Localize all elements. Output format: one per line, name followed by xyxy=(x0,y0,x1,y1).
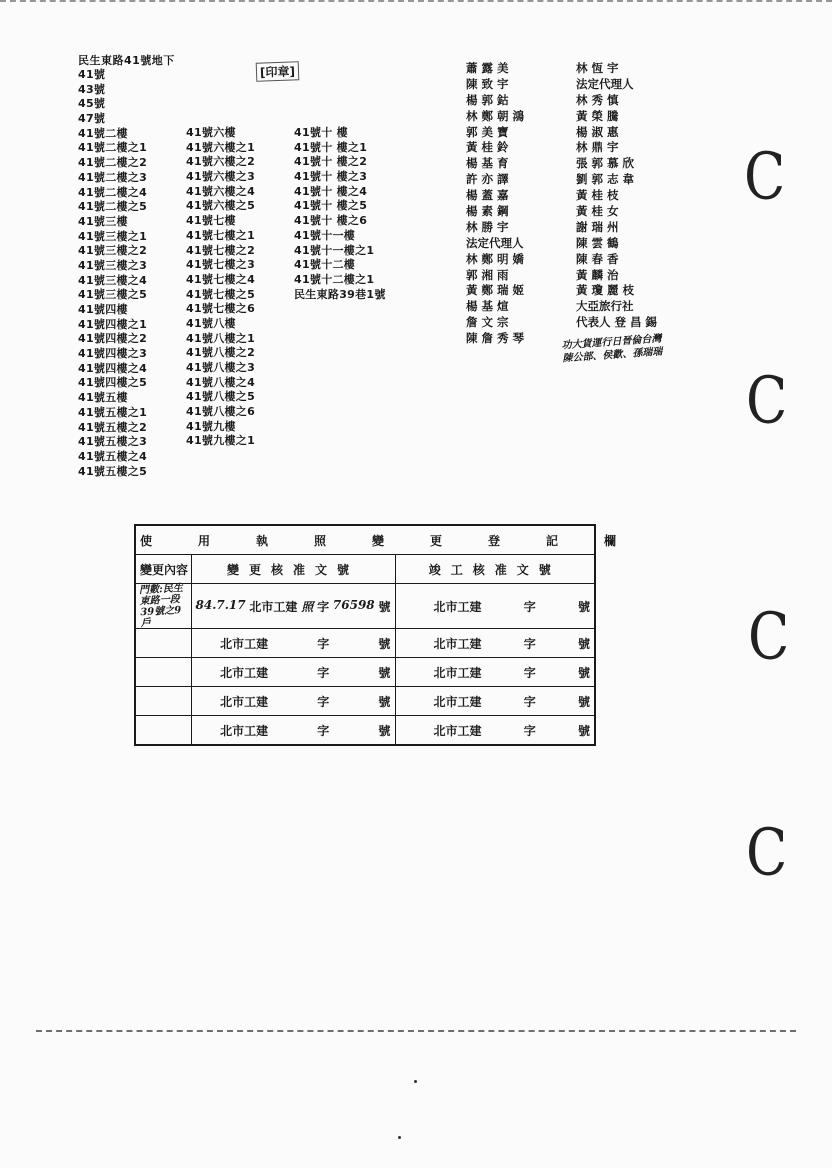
owner-name-left: 蕭 露 美 xyxy=(466,60,509,75)
approval-hao: 號 xyxy=(378,665,391,680)
owner-row xyxy=(466,282,678,298)
completion-zi: 字 xyxy=(523,694,536,709)
owner-row xyxy=(466,155,678,171)
scan-speck xyxy=(414,1080,417,1083)
change-content xyxy=(140,642,186,644)
binding-hole-mark: C xyxy=(744,138,786,215)
owner-row xyxy=(466,76,678,92)
owner-name-right: 楊 淑 惠 xyxy=(576,124,619,139)
owner-name-right: 陳 春 香 xyxy=(576,251,619,266)
approval-prefix: 北市工建 xyxy=(249,599,298,614)
change-content-cell xyxy=(135,658,191,687)
address-entry: 41號四樓之5 xyxy=(78,376,148,390)
owner-name-right: 黃 瓊 麗 枝 xyxy=(576,283,635,298)
address-entry: 41號十一樓 xyxy=(294,228,356,242)
owner-name-left: 許 亦 譯 xyxy=(466,172,509,187)
address-entry: 41號八樓之6 xyxy=(186,405,256,419)
address-entry: 41號六樓 xyxy=(186,126,236,139)
binding-hole-mark: C xyxy=(746,362,788,439)
approval-zi: 字 xyxy=(317,665,330,680)
change-content xyxy=(140,700,186,702)
approval-zi: 字 xyxy=(317,694,330,709)
owner-name-right: 林 秀 慎 xyxy=(576,92,619,107)
address-entry: 41號八樓之4 xyxy=(186,375,256,389)
address-entry: 41號十 樓 xyxy=(294,126,348,139)
approval-zi: 字 xyxy=(317,723,330,738)
owner-name-left: 林 鄭 朝 鴻 xyxy=(466,108,525,123)
owner-name-left: 楊 素 鋼 xyxy=(466,203,509,218)
address-entry: 41號四樓 xyxy=(78,303,128,316)
address-entry: 41號四樓之4 xyxy=(78,361,148,375)
table-row xyxy=(135,629,595,658)
address-entry: 41號六樓之2 xyxy=(186,155,256,169)
license-change-register-table xyxy=(134,524,663,746)
owner-name-right: 謝 瑞 州 xyxy=(576,219,619,234)
change-approval-cell xyxy=(191,629,395,658)
address-entry: 41號八樓之1 xyxy=(186,331,256,345)
owner-row xyxy=(466,298,678,314)
address-entry: 41號九樓之1 xyxy=(186,434,256,448)
owner-row xyxy=(466,235,678,251)
address-entry: 41號三樓之5 xyxy=(78,288,148,302)
stamp-line: 陳公部、侯歡、孫瑞瑞 xyxy=(562,346,663,365)
address-entry: 41號三樓之1 xyxy=(78,229,148,243)
address-entry: 41號十 樓之2 xyxy=(294,155,368,169)
address-entry: 41號 xyxy=(78,68,106,81)
owner-name-left: 楊 郭 鈷 xyxy=(466,92,509,107)
completion-approval-cell xyxy=(395,629,595,658)
address-entry: 41號八樓 xyxy=(186,316,236,330)
owner-row xyxy=(466,314,678,330)
completion-hao: 號 xyxy=(578,723,591,738)
completion-approval-cell xyxy=(395,716,595,746)
address-entry: 41號十 樓之5 xyxy=(294,199,368,213)
owner-row xyxy=(466,267,678,283)
owner-name-left: 郭 湘 雨 xyxy=(466,267,509,282)
change-approval-cell xyxy=(191,716,395,746)
approval-date: 84.7.17 xyxy=(195,597,246,612)
scan-bottom-line xyxy=(36,1030,796,1032)
table-row xyxy=(135,658,595,687)
owner-name-right: 張 郭 慕 欣 xyxy=(576,156,635,171)
owner-row xyxy=(466,171,678,187)
header-stamp: [印章] xyxy=(256,61,300,81)
address-entry: 41號二樓之4 xyxy=(78,185,148,199)
approval-hao: 號 xyxy=(378,723,391,738)
owner-name-left: 黃 桂 鈴 xyxy=(466,140,509,155)
address-column-3 xyxy=(294,126,386,302)
address-entry: 民生東路39巷1號 xyxy=(294,287,386,301)
owner-row xyxy=(466,92,678,108)
owner-row xyxy=(466,139,678,155)
owner-row xyxy=(466,124,678,140)
owner-name-left: 陳 詹 秀 琴 xyxy=(466,331,525,346)
owner-name-left: 楊 基 煊 xyxy=(466,299,509,314)
completion-hao: 號 xyxy=(578,599,591,614)
change-content-cell xyxy=(135,629,191,658)
change-content-cell xyxy=(135,716,191,746)
address-entry: 41號三樓 xyxy=(78,214,128,228)
owner-name-left: 楊 基 育 xyxy=(466,156,509,171)
completion-prefix: 北市工建 xyxy=(433,694,482,709)
table-title: 使用執照變更登記欄 xyxy=(135,525,595,555)
owner-name-left: 楊 蓋 嘉 xyxy=(466,188,509,203)
address-column-2 xyxy=(186,126,255,449)
owner-name-left: 林 勝 宇 xyxy=(466,219,509,234)
approval-char: 照 xyxy=(301,599,314,614)
owner-name-left: 郭 美 寶 xyxy=(466,124,509,139)
address-entry: 41號十二樓 xyxy=(294,258,356,272)
address-entry: 45號 xyxy=(78,97,106,111)
table-row xyxy=(135,687,595,716)
completion-zi: 字 xyxy=(523,636,536,651)
address-entry: 43號 xyxy=(78,82,106,96)
owner-name-left: 詹 文 宗 xyxy=(466,315,509,330)
address-entry: 41號七樓之6 xyxy=(186,302,256,316)
address-entry: 41號五樓 xyxy=(78,391,128,405)
owner-name-right: 陳 雲 鶴 xyxy=(576,235,619,250)
completion-approval-cell xyxy=(395,584,595,629)
address-entry: 41號三樓之4 xyxy=(78,273,148,287)
approval-prefix: 北市工建 xyxy=(220,665,269,680)
approval-prefix: 北市工建 xyxy=(220,636,269,651)
address-entry: 41號四樓之2 xyxy=(78,332,148,346)
address-entry: 41號七樓之5 xyxy=(186,287,256,301)
completion-prefix: 北市工建 xyxy=(433,599,482,614)
address-entry: 41號六樓之4 xyxy=(186,184,256,198)
address-entry: 41號五樓之4 xyxy=(78,449,148,463)
approval-hao: 號 xyxy=(378,599,391,614)
address-entry: 47號 xyxy=(78,112,106,126)
address-entry: 41號三樓之3 xyxy=(78,258,148,272)
change-content xyxy=(140,729,186,731)
completion-hao: 號 xyxy=(578,665,591,680)
binding-hole-mark: C xyxy=(748,598,790,675)
address-entry: 41號十 樓之3 xyxy=(294,170,368,184)
address-entry: 41號三樓之2 xyxy=(78,244,148,258)
completion-prefix: 北市工建 xyxy=(433,636,482,651)
address-entry: 41號九樓 xyxy=(186,419,236,433)
approval-prefix: 北市工建 xyxy=(220,723,269,738)
completion-hao: 號 xyxy=(578,636,591,651)
address-entry: 41號十 樓之1 xyxy=(294,140,368,154)
change-content-cell xyxy=(135,584,191,629)
owner-name-left: 法定代理人 xyxy=(466,235,524,250)
company-stamp xyxy=(561,333,663,366)
address-entry: 41號六樓之1 xyxy=(186,140,256,154)
address-entry: 41號十一樓之1 xyxy=(294,243,375,257)
scan-speck xyxy=(398,1136,401,1139)
table-row xyxy=(135,584,595,629)
owner-name-right: 黃 榮 騰 xyxy=(576,108,619,123)
approval-zi: 字 xyxy=(317,599,330,614)
approval-hao: 號 xyxy=(378,694,391,709)
completion-hao: 號 xyxy=(578,694,591,709)
completion-zi: 字 xyxy=(523,599,536,614)
address-entry: 41號七樓 xyxy=(186,214,236,228)
approval-prefix: 北市工建 xyxy=(220,694,269,709)
completion-zi: 字 xyxy=(523,723,536,738)
address-entry: 41號十二樓之1 xyxy=(294,272,375,286)
address-entry: 41號十 樓之6 xyxy=(294,214,368,228)
header-change-content: 變更內容 xyxy=(135,555,191,584)
change-content-cell xyxy=(135,687,191,716)
binding-hole-mark: C xyxy=(746,814,788,891)
approval-zi: 字 xyxy=(317,636,330,651)
owner-row xyxy=(466,203,678,219)
completion-prefix: 北市工建 xyxy=(433,665,482,680)
address-entry: 41號二樓之5 xyxy=(78,200,148,214)
address-entry: 41號六樓之3 xyxy=(186,170,256,184)
completion-approval-cell xyxy=(395,658,595,687)
approval-number: 76598 xyxy=(332,597,375,612)
address-column-1 xyxy=(78,68,147,479)
header-completion-approval-number: 竣工核准文號 xyxy=(395,555,595,584)
change-approval-cell xyxy=(191,658,395,687)
stamp-line: 功大貨運行日晉倫台灣 xyxy=(561,333,662,352)
address-entry: 41號四樓之3 xyxy=(78,347,148,361)
address-entry: 41號五樓之3 xyxy=(78,435,148,449)
owner-name-right: 黃 麟 治 xyxy=(576,267,619,282)
owner-name-right: 法定代理人 xyxy=(576,76,634,91)
address-entry: 41號二樓之3 xyxy=(78,170,148,184)
approval-hao: 號 xyxy=(378,636,391,651)
change-content: 門數:民生東路一段39號之9戶 xyxy=(138,582,184,630)
completion-approval-cell xyxy=(395,687,595,716)
owner-name-right: 劉 郭 志 韋 xyxy=(576,172,635,187)
address-entry: 41號八樓之3 xyxy=(186,361,256,374)
owner-row xyxy=(466,108,678,124)
address-entry: 41號七樓之4 xyxy=(186,272,256,286)
owner-name-right: 黃 桂 女 xyxy=(576,203,619,218)
change-approval-cell xyxy=(191,687,395,716)
address-entry: 41號二樓之1 xyxy=(78,141,148,155)
address-entry: 41號二樓 xyxy=(78,126,128,140)
completion-prefix: 北市工建 xyxy=(433,723,482,738)
owner-name-right: 大亞旅行社 xyxy=(576,299,634,314)
address-entry: 41號八樓之5 xyxy=(186,390,256,404)
address-entry: 41號五樓之1 xyxy=(78,405,148,419)
owner-name-right: 林 恆 宇 xyxy=(576,60,619,75)
owner-list xyxy=(466,60,678,346)
address-entry: 41號六樓之5 xyxy=(186,199,256,213)
owner-row xyxy=(466,219,678,235)
address-header: 民生東路41號地下 xyxy=(78,54,175,67)
address-entry: 41號十 樓之4 xyxy=(294,184,368,198)
address-entry: 41號七樓之2 xyxy=(186,243,256,257)
completion-zi: 字 xyxy=(523,665,536,680)
table-body xyxy=(135,584,595,746)
owner-row xyxy=(466,187,678,203)
owner-name-left: 林 鄭 明 嬌 xyxy=(466,251,525,266)
address-entry: 41號四樓之1 xyxy=(78,317,148,331)
address-entry: 41號八樓之2 xyxy=(186,346,256,360)
address-entry: 41號七樓之3 xyxy=(186,258,256,272)
owner-row xyxy=(466,251,678,267)
owner-row xyxy=(466,60,678,76)
address-entry: 41號五樓之2 xyxy=(78,420,148,434)
address-entry: 41號五樓之5 xyxy=(78,464,148,478)
change-approval-cell xyxy=(191,584,395,629)
owner-name-left: 陳 致 宇 xyxy=(466,76,509,91)
owner-name-right: 代表人 登 昌 錫 xyxy=(576,315,658,330)
address-entry: 41號二樓之2 xyxy=(78,156,148,170)
owner-name-right: 黃 桂 枝 xyxy=(576,188,619,203)
owner-name-right: 林 鼎 宇 xyxy=(576,140,619,155)
header-change-approval-number: 變更核准文號 xyxy=(191,555,395,584)
owner-name-left: 黃 鄭 瑞 姬 xyxy=(466,283,525,298)
table-row xyxy=(135,716,595,746)
address-entry: 41號七樓之1 xyxy=(186,228,256,242)
scan-top-edge xyxy=(0,0,832,8)
change-content xyxy=(140,671,186,673)
